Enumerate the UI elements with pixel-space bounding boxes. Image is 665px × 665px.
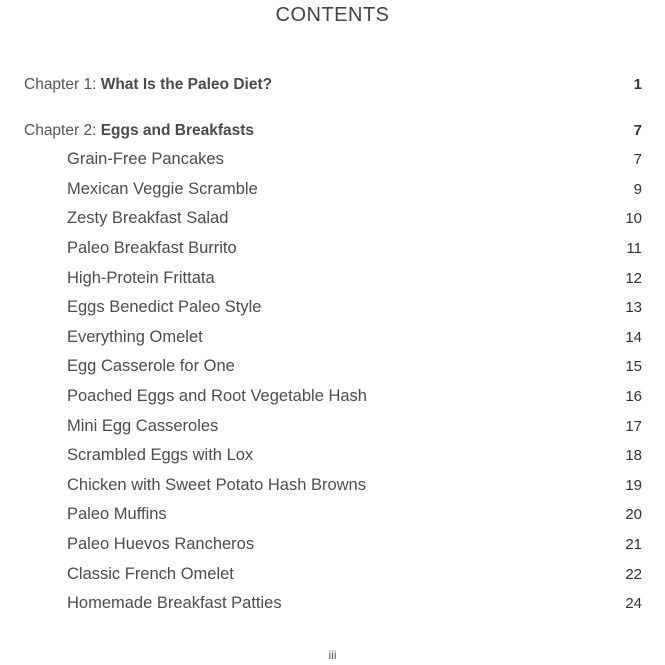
toc-chapter-1[interactable] — [24, 70, 642, 100]
toc-entry[interactable] — [24, 500, 642, 530]
entry-label: Homemade Breakfast Patties — [67, 594, 282, 613]
entry-label: Chicken with Sweet Potato Hash Browns — [67, 475, 366, 494]
page-number: 13 — [625, 299, 642, 317]
page-number: 19 — [625, 476, 642, 494]
entry-label: Scrambled Eggs with Lox — [67, 446, 254, 465]
page-number: 21 — [625, 535, 642, 553]
entry-label: Egg Casserole for One — [67, 357, 235, 376]
chapter-spacer — [24, 100, 642, 116]
page-folio: iii — [328, 648, 337, 662]
page-number: 20 — [625, 506, 642, 524]
page-title: CONTENTS — [275, 4, 390, 26]
entry-label: Mexican Veggie Scramble — [67, 179, 258, 198]
toc-entry[interactable] — [24, 234, 642, 264]
toc-entry[interactable] — [24, 175, 642, 205]
toc-entry[interactable] — [24, 293, 642, 323]
page-number: 12 — [625, 269, 642, 287]
page-number: 11 — [626, 239, 642, 257]
toc-entry[interactable] — [24, 264, 642, 294]
entry-label: Paleo Breakfast Burrito — [67, 238, 237, 257]
entry-label: Zesty Breakfast Salad — [67, 209, 229, 228]
page-number: 15 — [625, 358, 642, 376]
page-number: 10 — [625, 210, 642, 228]
toc-entry[interactable] — [24, 323, 642, 353]
toc-entry[interactable] — [24, 441, 642, 471]
chapter-prefix: Chapter 1: — [24, 76, 101, 93]
chapter-prefix: Chapter 2: — [24, 121, 101, 139]
entry-label: High-Protein Frittata — [67, 268, 215, 287]
toc-entry[interactable] — [24, 560, 642, 590]
toc-entry[interactable] — [24, 145, 642, 175]
toc-entry[interactable] — [24, 471, 642, 501]
page-number: 16 — [625, 387, 642, 405]
page-number: 9 — [633, 180, 642, 198]
toc-entry[interactable] — [24, 412, 642, 442]
page-number: 7 — [633, 151, 642, 169]
page-number: 7 — [633, 121, 642, 139]
page-number: 18 — [625, 447, 642, 465]
entry-label: Paleo Huevos Rancheros — [67, 534, 255, 553]
chapter-title: What Is the Paleo Diet? — [100, 76, 273, 93]
page-number: 14 — [625, 328, 642, 346]
toc-chapter-2[interactable] — [24, 116, 642, 146]
toc-entry[interactable] — [24, 204, 642, 234]
entry-label: Poached Eggs and Root Vegetable Hash — [67, 386, 367, 405]
page-number: 24 — [625, 595, 642, 613]
chapter-title: Eggs and Breakfasts — [100, 121, 255, 139]
toc-entry[interactable] — [24, 530, 642, 560]
page-number: 22 — [625, 565, 642, 583]
table-of-contents — [24, 70, 642, 619]
entry-label: Everything Omelet — [67, 327, 203, 346]
entry-label: Mini Egg Casseroles — [67, 416, 219, 435]
entry-label: Paleo Muffins — [67, 505, 167, 524]
toc-entry[interactable] — [24, 352, 642, 382]
entry-label: Eggs Benedict Paleo Style — [67, 298, 262, 317]
page-number: 1 — [633, 76, 642, 93]
page-number: 17 — [625, 417, 642, 435]
toc-entry[interactable] — [24, 382, 642, 412]
entry-label: Grain-Free Pancakes — [67, 150, 224, 169]
entry-label: Classic French Omelet — [67, 564, 234, 583]
toc-entry[interactable] — [24, 589, 642, 619]
